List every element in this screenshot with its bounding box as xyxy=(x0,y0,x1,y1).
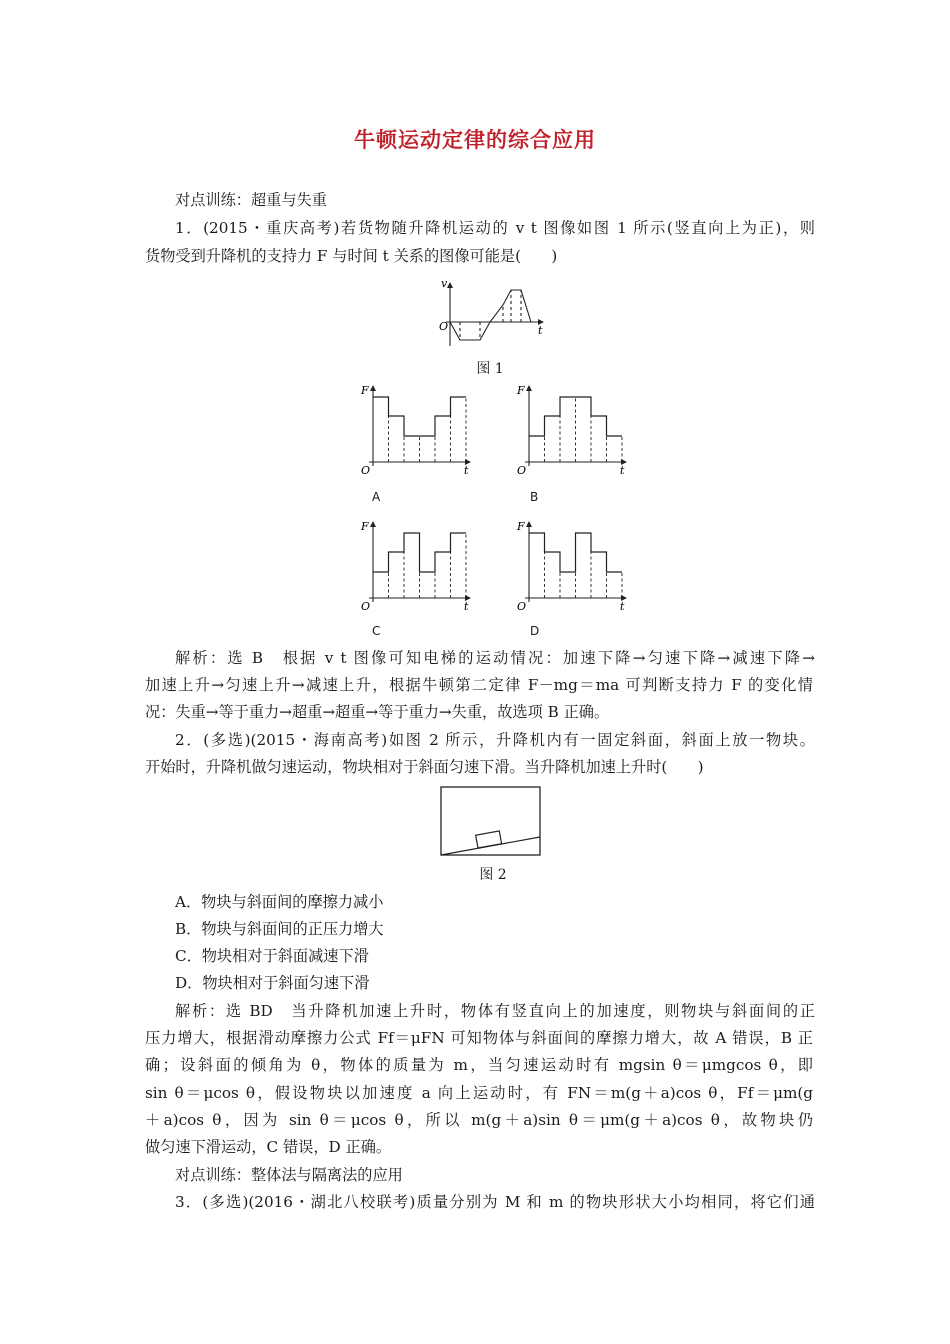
q2-answer-line-4: sin θ＝μcos θ，假设物块以加速度 a 向上运动时，有 FN＝m(g＋a)cos θ，Ff＝μm(g xyxy=(145,1084,813,1102)
q2-answer-line-2: 压力增大，根据滑动摩擦力公式 Ff＝μFN 可知物体与斜面间的摩擦力增大，故 A 错误，B 正 xyxy=(145,1029,813,1047)
q1-line-1: 1．(2015・重庆高考)若货物随升降机运动的 v t 图像如图 1 所示(竖直向上为正)，则 xyxy=(175,219,815,237)
graph-option-d xyxy=(512,518,637,613)
q2-answer-line-5: ＋a)cos θ，因为 sin θ＝μcos θ，所以 m(g＋a)sin θ＝μm(g＋a)cos θ，故物块仍 xyxy=(145,1111,813,1129)
figure-2-elevator-incline xyxy=(440,786,542,858)
option-label-d: D xyxy=(530,624,540,638)
q2-choice-c: C．物块相对于斜面减速下滑 xyxy=(175,947,369,965)
option-label-a: A xyxy=(372,490,381,504)
q2-choice-b: B．物块与斜面间的正压力增大 xyxy=(175,920,384,938)
axis-label-t: t xyxy=(620,600,625,613)
option-label-c: C xyxy=(372,624,381,638)
step-curve xyxy=(529,533,622,572)
axis-label-f: F xyxy=(361,384,369,397)
axis-label-v: v xyxy=(441,277,448,290)
q1-answer-line-2: 加速上升→匀速上升→减速上升，根据牛顿第二定律 F－mg＝ma 可判断支持力 F 的变化情 xyxy=(145,676,813,694)
axis-label-f: F xyxy=(517,384,525,397)
section-heading-2: 对点训练：整体法与隔离法的应用 xyxy=(175,1166,403,1184)
block xyxy=(476,831,502,848)
section-heading-1: 对点训练：超重与失重 xyxy=(175,191,327,209)
f-axis-arrow xyxy=(370,385,376,391)
f-axis-arrow xyxy=(526,521,532,527)
q2-line-2: 开始时，升降机做匀速运动，物块相对于斜面匀速下滑。当升降机加速上升时( ) xyxy=(145,758,704,776)
graph-option-a xyxy=(356,382,481,477)
q2-answer-line-6: 做匀速下滑运动，C 错误，D 正确。 xyxy=(145,1138,392,1156)
option-label-b: B xyxy=(530,490,539,504)
q2-answer-line-3: 确；设斜面的倾角为 θ，物体的质量为 m，当匀速运动时有 mgsin θ＝μmgcos θ，即 xyxy=(145,1056,813,1074)
graph-option-c xyxy=(356,518,481,613)
q1-line-2: 货物受到升降机的支持力 F 与时间 t 关系的图像可能是( ) xyxy=(145,247,558,265)
page-title: 牛顿运动定律的综合应用 xyxy=(354,128,596,152)
axis-label-f: F xyxy=(517,520,525,533)
axis-label-t: t xyxy=(538,324,543,337)
step-curve xyxy=(373,533,466,572)
figure-1-caption: 图 1 xyxy=(476,361,504,377)
q2-answer-line-1: 解析：选 BD 当升降机加速上升时，物体有竖直向上的加速度，则物块与斜面间的正 xyxy=(175,1002,815,1020)
origin-label: O xyxy=(361,600,371,613)
origin-label: O xyxy=(361,464,371,477)
q2-choice-d: D．物块相对于斜面匀速下滑 xyxy=(175,974,370,992)
q2-line-1: 2．(多选)(2015・海南高考)如图 2 所示，升降机内有一固定斜面，斜面上放一物块。 xyxy=(175,731,815,749)
step-curve xyxy=(373,397,466,436)
f-axis-arrow xyxy=(370,521,376,527)
figure-2-caption: 图 2 xyxy=(479,867,507,883)
origin-label: O xyxy=(439,320,449,333)
f-axis-arrow xyxy=(526,385,532,391)
graph-option-b xyxy=(512,382,637,477)
q3-line-1: 3．(多选)(2016・湖北八校联考)质量分别为 M 和 m 的物块形状大小均相同，将它们通 xyxy=(175,1193,815,1211)
axis-label-t: t xyxy=(464,464,469,477)
axis-label-t: t xyxy=(620,464,625,477)
axis-label-f: F xyxy=(361,520,369,533)
q2-choice-a: A．物块与斜面间的摩擦力减小 xyxy=(175,893,384,911)
origin-label: O xyxy=(517,464,527,477)
axis-label-t: t xyxy=(464,600,469,613)
q1-answer-line-3: 况：失重→等于重力→超重→超重→等于重力→失重，故选项 B 正确。 xyxy=(145,703,610,721)
vt-curve xyxy=(450,290,531,340)
origin-label: O xyxy=(517,600,527,613)
q1-answer-line-1: 解析：选 B 根据 v t 图像可知电梯的运动情况：加速下降→匀速下降→减速下降→ xyxy=(175,649,815,667)
figure-1-vt-graph xyxy=(432,276,552,351)
